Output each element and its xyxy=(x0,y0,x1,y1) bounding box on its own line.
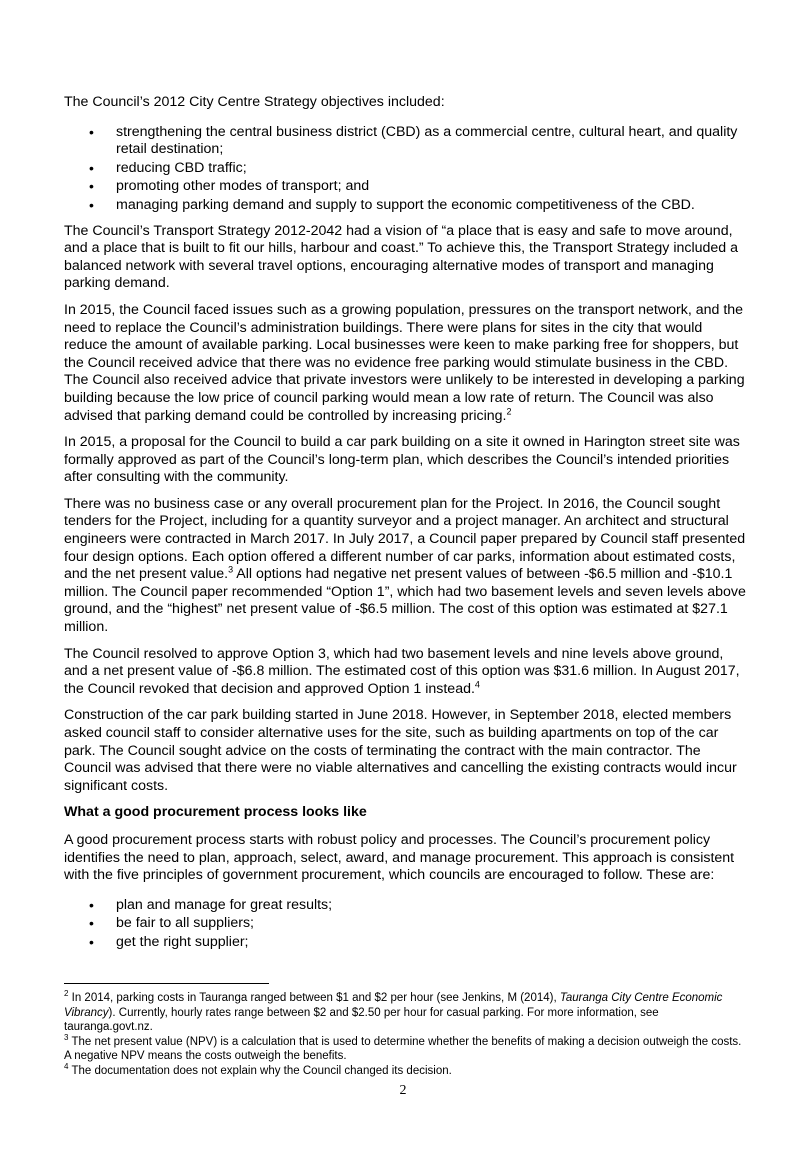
list-item: • get the right supplier; xyxy=(64,934,748,952)
list-item: • plan and manage for great results; xyxy=(64,897,748,915)
footnote-text: In 2014, parking costs in Tauranga ranged between $1 and $2 per hour (see Jenkins, M (2014), xyxy=(68,992,560,1004)
section-heading: What a good procurement process looks like xyxy=(64,804,367,821)
transport-strategy-paragraph: The Council’s Transport Strategy 2012-2042 had a vision of “a place that is easy and safe to move around, and a place that is built to fit our hills, harbour and coast.” To achieve this, the Transport Strategy included a balanced network with several travel options, encouraging alternative modes of transport and managing parking demand. xyxy=(64,222,739,292)
principles-list xyxy=(64,897,748,952)
option3-text: The Council resolved to approve Option 3, which had two basement levels and nine levels above ground, and a net present value of -$6.8 million. The estimated cost of this option was $31.6 million. In August 2017, the Council revoked that decision and approved Option 1 instead. xyxy=(64,645,740,697)
list-item: • be fair to all suppliers; xyxy=(64,915,748,933)
footnote-ref-3[interactable]: 3 xyxy=(228,564,234,575)
footnote-4 xyxy=(64,1064,748,1079)
footnote-number: 2 xyxy=(64,989,69,999)
footnote-number: 3 xyxy=(64,1032,69,1042)
construction-paragraph: Construction of the car park building started in June 2018. However, in September 2018, elected members asked council staff to consider alternative uses for the site, such as building apartments on top of the car park. The Council sought advice on the costs of terminating the contract with the main contractor. The Council was advised that there were no viable alternatives and cancelling the existing contracts would incur significant costs. xyxy=(64,707,737,794)
proposal-paragraph: In 2015, a proposal for the Council to build a car park building on a site it owned in Harington street site was formally approved as part of the Council’s long-term plan, which describes the Council’s intended priorities after consulting with the community. xyxy=(64,434,740,486)
footnote-2 xyxy=(64,991,748,1035)
issues-2015-paragraph xyxy=(64,302,748,425)
issues-2015-text: In 2015, the Council faced issues such as a growing population, pressures on the transport network, and the need to replace the Council’s administration buildings. There were plans for sites in the city that would reduce the amount of available parking. Local businesses were keen to make parking free for shoppers, but the Council received advice that there was no evidence free parking would stimulate business in the CBD. The Council also received advice that private investors were unlikely to be interested in developing a parking building because the low price of council parking would mean a low rate of return. The Council was also advised that parking demand could be controlled by increasing pricing. xyxy=(64,301,745,424)
footnote-3 xyxy=(64,1032,748,1064)
business-case-text-a: There was no business case or any overall procurement plan for the Project. In 2016, the Council sought tenders for the Project, including for a quantity surveyor and a project manager. An architect and structural engineers were contracted in March 2017. In July 2017, a Council paper prepared by Council staff presented four design options. Each option offered a different number of car parks, information about estimated costs, and the net present value. xyxy=(64,495,746,583)
footnote-text: The net present value (NPV) is a calculation that is used to determine whether the benefits of making a decision outweigh the costs. A negative NPV means the costs outweigh the benefits. xyxy=(64,1035,742,1063)
footnote-citation-title: Tauranga City Centre Economic Vibrancy xyxy=(64,992,723,1019)
document-body xyxy=(64,94,748,960)
list-item: • strengthening the central business district (CBD) as a commercial centre, cultural heart, and quality retail destination; xyxy=(64,124,748,159)
list-item: • reducing CBD traffic; xyxy=(64,160,748,178)
objectives-list xyxy=(64,124,748,215)
business-case-paragraph xyxy=(64,496,748,637)
footnote-separator xyxy=(64,983,269,984)
intro-paragraph: The Council’s 2012 City Centre Strategy objectives included: xyxy=(64,94,445,110)
footnotes xyxy=(64,991,748,1079)
business-case-text-b: All options had negative net present values of between -$6.5 million and -$10.1 million. The Council paper recommended “Option 1”, which had two basement levels and seven levels above ground, and the “highest” net present value of -$6.5 million. The cost of this option was estimated at $27.1 million. xyxy=(64,566,746,636)
footnote-ref-2[interactable]: 2 xyxy=(506,405,512,416)
good-process-paragraph: A good procurement process starts with robust policy and processes. The Council’s procurement policy identifies the need to plan, approach, select, award, and manage procurement. This approach is consistent with the five principles of government procurement, which councils are encouraged to follow. These are: xyxy=(64,831,735,884)
option3-paragraph xyxy=(64,646,748,699)
footnote-text: ). Currently, hourly rates range between $2 and $2.50 per hour for casual parking. For more information, see tauranga.govt.nz. xyxy=(64,1006,659,1034)
list-item: • promoting other modes of transport; and xyxy=(64,178,748,196)
footnote-text: The documentation does not explain why the Council changed its decision. xyxy=(68,1064,452,1077)
page-number: 2 xyxy=(399,1083,407,1098)
footnote-number: 4 xyxy=(64,1062,69,1072)
list-item: • managing parking demand and supply to support the economic competitiveness of the CBD. xyxy=(64,197,748,215)
footnote-ref-4[interactable]: 4 xyxy=(474,679,480,690)
